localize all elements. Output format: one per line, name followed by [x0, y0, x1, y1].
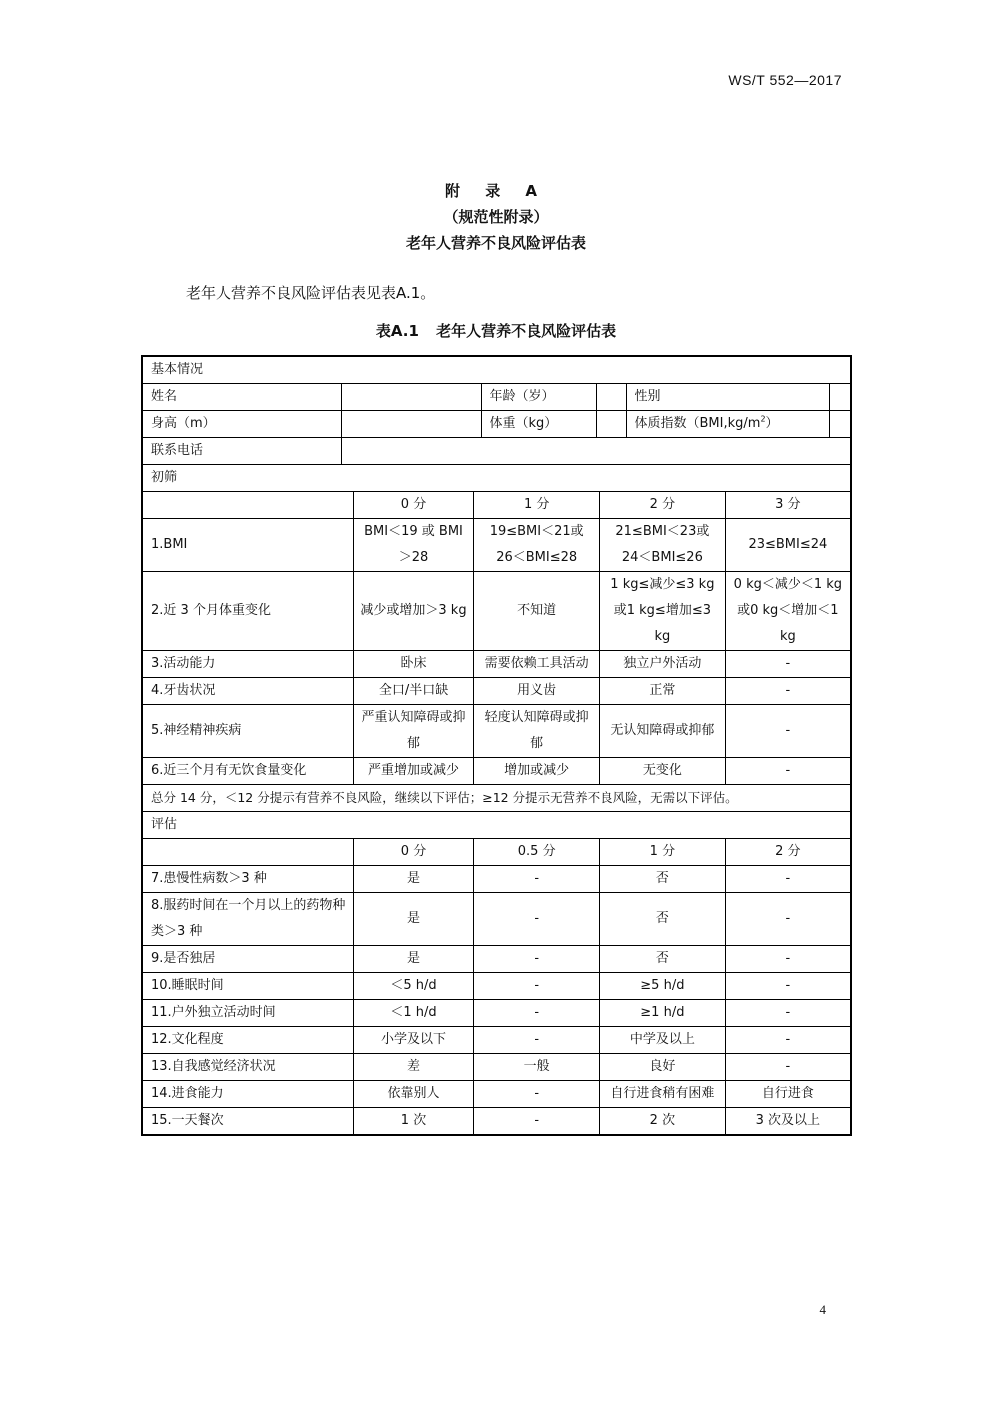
- assessment-row: [142, 1081, 851, 1108]
- screening-score-cell: 增加或减少: [474, 758, 600, 785]
- assessment-score-header: 0 分: [353, 839, 474, 866]
- screening-row: [142, 758, 851, 785]
- screening-score-cell: 1 kg≤减少≤3 kg 或1 kg≤增加≤3 kg: [600, 572, 726, 651]
- assessment-item-label: 12.文化程度: [142, 1027, 353, 1054]
- assessment-score-header: 0.5 分: [474, 839, 600, 866]
- age-field[interactable]: [596, 384, 626, 411]
- assessment-score-cell: -: [474, 1081, 600, 1108]
- screening-score-cell: 无变化: [600, 758, 726, 785]
- weight-field[interactable]: [596, 411, 626, 438]
- screening-score-cell: 用义齿: [474, 678, 600, 705]
- assessment-score-cell: -: [474, 1108, 600, 1136]
- assessment-item-label: 7.患慢性病数＞3 种: [142, 866, 353, 893]
- assessment-row: [142, 866, 851, 893]
- age-label: 年龄（岁）: [481, 384, 596, 411]
- screening-header-empty: [142, 492, 353, 519]
- bmi-field[interactable]: [829, 411, 851, 438]
- sex-field[interactable]: [829, 384, 851, 411]
- assessment-score-cell: 是: [353, 866, 474, 893]
- bmi-label-prefix: 体质指数（BMI,kg/m: [634, 416, 761, 431]
- assessment-score-cell: 是: [353, 893, 474, 946]
- screening-score-header: 1 分: [474, 492, 600, 519]
- bmi-label: [626, 411, 829, 438]
- weight-label: 体重（kg）: [481, 411, 596, 438]
- screening-header-row: [142, 492, 851, 519]
- assessment-score-cell: 依靠别人: [353, 1081, 474, 1108]
- assessment-item-label: 10.睡眠时间: [142, 973, 353, 1000]
- assessment-score-cell: 否: [600, 946, 726, 973]
- screening-item-label: 4.牙齿状况: [142, 678, 353, 705]
- phone-label: 联系电话: [143, 438, 341, 465]
- assessment-score-cell: -: [474, 946, 600, 973]
- assessment-score-cell: -: [725, 866, 851, 893]
- name-label: 姓名: [143, 384, 341, 411]
- assessment-item-label: 8.服药时间在一个月以上的药物种类＞3 种: [142, 893, 353, 946]
- assessment-score-cell: -: [725, 973, 851, 1000]
- screening-item-label: 1.BMI: [142, 519, 353, 572]
- name-field[interactable]: [341, 384, 481, 411]
- assessment-score-cell: 是: [353, 946, 474, 973]
- assessment-score-cell: -: [474, 1000, 600, 1027]
- screening-row: [142, 572, 851, 651]
- assessment-row: [142, 1108, 851, 1136]
- appendix-label: 附 录 A: [444, 182, 548, 200]
- page-number: 4: [819, 1302, 826, 1317]
- assessment-score-cell: -: [725, 1054, 851, 1081]
- screening-score-cell: 正常: [600, 678, 726, 705]
- assessment-score-cell: -: [474, 1027, 600, 1054]
- screening-score-cell: -: [725, 758, 851, 785]
- basic-name-subtable: [143, 384, 851, 464]
- assessment-score-cell: -: [725, 946, 851, 973]
- assessment-score-cell: ＜5 h/d: [353, 973, 474, 1000]
- phone-field[interactable]: [341, 438, 851, 465]
- assessment-header-empty: [142, 839, 353, 866]
- assessment-item-label: 11.户外独立活动时间: [142, 1000, 353, 1027]
- screening-row: [142, 678, 851, 705]
- assessment-score-cell: -: [474, 866, 600, 893]
- screening-item-label: 2.近 3 个月体重变化: [142, 572, 353, 651]
- section-label-assessment: 评估: [142, 812, 851, 839]
- assessment-score-cell: 中学及以上: [600, 1027, 726, 1054]
- height-label: 身高（m）: [143, 411, 341, 438]
- sex-label: 性别: [626, 384, 829, 411]
- bmi-label-sup: 2: [760, 414, 766, 424]
- assessment-row: [142, 973, 851, 1000]
- screening-score-cell: 全口/半口缺: [353, 678, 474, 705]
- section-row-basic: [142, 356, 851, 384]
- assessment-item-label: 13.自我感觉经济状况: [142, 1054, 353, 1081]
- assessment-score-cell: 小学及以下: [353, 1027, 474, 1054]
- screening-score-cell: 严重认知障碍或抑郁: [353, 705, 474, 758]
- appendix-normative-note: （规范性附录）: [443, 208, 549, 226]
- screening-score-cell: 严重增加或减少: [353, 758, 474, 785]
- assessment-score-cell: -: [725, 1000, 851, 1027]
- screening-score-cell: 卧床: [353, 651, 474, 678]
- assessment-score-cell: 自行进食稍有困难: [600, 1081, 726, 1108]
- screening-note: 总分 14 分，＜12 分提示有营养不良风险，继续以下评估；≥12 分提示无营养不良风险，无需以下评估。: [142, 785, 851, 812]
- assessment-score-cell: 差: [353, 1054, 474, 1081]
- assessment-table: [141, 355, 852, 1136]
- screening-score-header: 0 分: [353, 492, 474, 519]
- screening-score-cell: BMI＜19 或 BMI＞28: [353, 519, 474, 572]
- screening-score-cell: -: [725, 678, 851, 705]
- screening-score-cell: 轻度认知障碍或抑郁: [474, 705, 600, 758]
- assessment-score-cell: ≥5 h/d: [600, 973, 726, 1000]
- assessment-score-header: 1 分: [600, 839, 726, 866]
- screening-score-cell: 需要依赖工具活动: [474, 651, 600, 678]
- section-label-basic: 基本情况: [142, 356, 851, 384]
- screening-score-header: 3 分: [725, 492, 851, 519]
- assessment-score-cell: 2 次: [600, 1108, 726, 1136]
- screening-score-header: 2 分: [600, 492, 726, 519]
- intro-paragraph: 老年人营养不良风险评估表见表A.1。: [186, 284, 436, 302]
- table-caption-number: 表A.1: [375, 322, 419, 340]
- screening-score-cell: 0 kg＜减少＜1 kg 或0 kg＜增加＜1 kg: [725, 572, 851, 651]
- assessment-score-cell: 一般: [474, 1054, 600, 1081]
- assessment-row: [142, 893, 851, 946]
- assessment-score-cell: 1 次: [353, 1108, 474, 1136]
- assessment-item-label: 14.进食能力: [142, 1081, 353, 1108]
- assessment-score-cell: -: [725, 1027, 851, 1054]
- assessment-item-label: 15.一天餐次: [142, 1108, 353, 1136]
- appendix-title: 老年人营养不良风险评估表: [405, 234, 586, 252]
- section-row-screening: [142, 465, 851, 492]
- table-caption: [0, 320, 992, 341]
- screening-item-label: 3.活动能力: [142, 651, 353, 678]
- screening-row: [142, 705, 851, 758]
- assessment-item-label: 9.是否独居: [142, 946, 353, 973]
- table-caption-title: 老年人营养不良风险评估表: [436, 322, 617, 340]
- screening-score-cell: 减少或增加＞3 kg: [353, 572, 474, 651]
- assessment-score-cell: 自行进食: [725, 1081, 851, 1108]
- screening-score-cell: 23≤BMI≤24: [725, 519, 851, 572]
- screening-score-cell: 独立户外活动: [600, 651, 726, 678]
- screening-score-cell: 21≤BMI＜23或 24＜BMI≤26: [600, 519, 726, 572]
- assessment-row: [142, 1027, 851, 1054]
- assessment-score-cell: 否: [600, 866, 726, 893]
- assessment-score-cell: -: [725, 893, 851, 946]
- screening-score-cell: 不知道: [474, 572, 600, 651]
- assessment-score-cell: ＜1 h/d: [353, 1000, 474, 1027]
- assessment-score-cell: 良好: [600, 1054, 726, 1081]
- assessment-row: [142, 1054, 851, 1081]
- assessment-header-row: [142, 839, 851, 866]
- screening-note-row: [142, 785, 851, 812]
- screening-item-label: 5.神经精神疾病: [142, 705, 353, 758]
- standard-code: WS/T 552—2017: [728, 72, 842, 88]
- screening-score-cell: 无认知障碍或抑郁: [600, 705, 726, 758]
- assessment-score-header: 2 分: [725, 839, 851, 866]
- basic-row-name: [142, 384, 851, 465]
- assessment-score-cell: 否: [600, 893, 726, 946]
- screening-score-cell: 19≤BMI＜21或 26＜BMI≤28: [474, 519, 600, 572]
- screening-item-label: 6.近三个月有无饮食量变化: [142, 758, 353, 785]
- section-label-screening: 初筛: [142, 465, 851, 492]
- screening-row: [142, 651, 851, 678]
- assessment-score-cell: -: [474, 973, 600, 1000]
- assessment-score-cell: ≥1 h/d: [600, 1000, 726, 1027]
- assessment-score-cell: 3 次及以上: [725, 1108, 851, 1136]
- assessment-row: [142, 1000, 851, 1027]
- assessment-score-cell: -: [474, 893, 600, 946]
- bmi-label-suffix: ）: [765, 416, 779, 431]
- section-row-assessment: [142, 812, 851, 839]
- screening-score-cell: -: [725, 705, 851, 758]
- screening-score-cell: -: [725, 651, 851, 678]
- assessment-row: [142, 946, 851, 973]
- screening-row: [142, 519, 851, 572]
- height-field[interactable]: [341, 411, 481, 438]
